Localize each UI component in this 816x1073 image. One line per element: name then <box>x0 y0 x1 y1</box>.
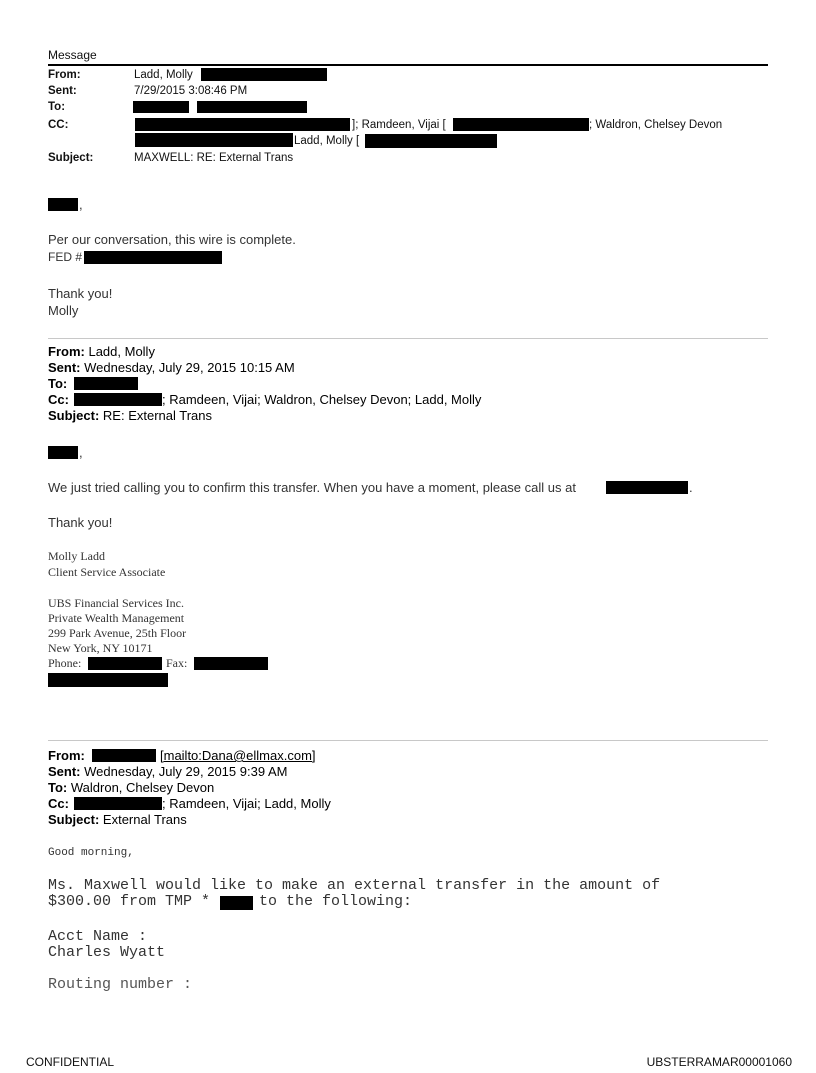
redaction <box>74 377 138 390</box>
wire-complete-text: Per our conversation, this wire is complete. <box>48 232 296 247</box>
cc-value-end: ; Waldron, Chelsey Devon <box>589 119 723 131</box>
msg3-sent-label: Sent: <box>48 764 81 779</box>
msg2-thanks: Thank you! <box>48 515 113 530</box>
sig-name: Molly Ladd <box>48 549 105 563</box>
message-divider <box>48 740 768 741</box>
msg2-from-label: From: <box>48 344 85 359</box>
redaction <box>48 446 78 459</box>
redaction <box>92 749 156 762</box>
msg3-subject-value: External Trans <box>102 812 187 827</box>
msg3-subject-line <box>48 812 187 828</box>
mailto-link[interactable]: [mailto:Dana@ellmax.com] <box>160 748 316 763</box>
from-value: Ladd, Molly <box>134 69 193 81</box>
footer-bates-number: UBSTERRAMAR00001060 <box>646 1055 792 1069</box>
message-title: Message <box>48 48 97 62</box>
redaction <box>133 101 189 113</box>
msg2-cc-value: ; Ramdeen, Vijai; Waldron, Chelsey Devon; Ladd, Molly <box>162 392 482 407</box>
msg2-subject-label: Subject: <box>48 408 100 423</box>
sender-name: Molly <box>48 303 79 318</box>
from-label: From: <box>48 69 81 81</box>
subject-label: Subject: <box>48 152 94 164</box>
msg2-to-line <box>48 376 67 392</box>
message-divider <box>48 338 768 339</box>
msg2-from-value: Ladd, Molly <box>88 344 155 359</box>
cc-value-line2: Ladd, Molly [ <box>294 135 360 147</box>
sig-company: UBS Financial Services Inc. <box>48 596 184 610</box>
msg2-sent-value: Wednesday, July 29, 2015 10:15 AM <box>84 360 295 375</box>
footer-confidential: CONFIDENTIAL <box>26 1055 115 1069</box>
redaction <box>220 896 253 910</box>
greeting-comma: , <box>79 197 83 212</box>
redaction <box>88 657 162 670</box>
sig-title: Client Service Associate <box>48 565 166 579</box>
sig-fax-label: Fax: <box>166 656 188 670</box>
msg3-to-value: Waldron, Chelsey Devon <box>70 780 215 795</box>
msg3-sent-line <box>48 764 287 780</box>
routing-number-label: Routing number : <box>48 976 193 993</box>
msg2-subject-value: RE: External Trans <box>102 408 213 423</box>
redaction <box>84 251 222 264</box>
msg2-body: We just tried calling you to confirm this transfer. When you have a moment, please call us at <box>48 480 576 495</box>
redaction <box>606 481 688 494</box>
redaction <box>201 68 327 81</box>
fed-label: FED # <box>48 250 83 264</box>
header-divider <box>48 64 768 66</box>
redaction <box>135 133 293 147</box>
to-label: To: <box>48 101 66 113</box>
redaction <box>74 393 162 406</box>
redaction <box>365 134 497 148</box>
sent-label: Sent: <box>48 85 77 97</box>
cc-label: CC: <box>48 119 69 131</box>
sig-dept: Private Wealth Management <box>48 611 185 625</box>
msg2-to-label: To: <box>48 376 68 391</box>
msg3-subject-label: Subject: <box>48 812 100 827</box>
msg3-cc-label: Cc: <box>48 796 69 811</box>
thanks-text: Thank you! <box>48 286 113 301</box>
subject-value: MAXWELL: RE: External Trans <box>134 152 294 164</box>
redaction <box>453 118 589 131</box>
msg3-body-line1: Ms. Maxwell would like to make an external transfer in the amount of <box>48 877 661 894</box>
msg3-to-line <box>48 780 214 796</box>
redaction <box>74 797 162 810</box>
sig-address2: New York, NY 10171 <box>48 641 153 655</box>
msg3-body-line2a: $300.00 from TMP * <box>48 893 211 910</box>
msg3-sent-value: Wednesday, July 29, 2015 9:39 AM <box>84 764 288 779</box>
msg2-cc-label: Cc: <box>48 392 69 407</box>
msg2-from-line <box>48 344 155 360</box>
sig-phone-label: Phone: <box>48 656 82 670</box>
msg3-cc-value: ; Ramdeen, Vijai; Ladd, Molly <box>162 796 331 811</box>
msg3-to-label: To: <box>48 780 68 795</box>
msg3-body-line2b: to the following: <box>259 893 413 910</box>
msg2-sent-line <box>48 360 295 376</box>
redaction <box>48 673 168 687</box>
msg3-greeting: Good morning, <box>48 847 134 859</box>
msg2-greeting-comma: , <box>79 445 83 460</box>
redaction <box>194 657 268 670</box>
redaction <box>48 198 78 211</box>
msg2-sent-label: Sent: <box>48 360 81 375</box>
redaction <box>135 118 350 131</box>
sent-value: 7/29/2015 3:08:46 PM <box>134 85 248 97</box>
redaction <box>197 101 307 113</box>
cc-value-mid: ]; Ramdeen, Vijai [ <box>352 119 446 131</box>
msg2-body-end: . <box>689 480 693 495</box>
msg2-subject-line <box>48 408 212 424</box>
acct-name-label: Acct Name : <box>48 928 148 945</box>
sig-address1: 299 Park Avenue, 25th Floor <box>48 626 187 640</box>
acct-name-value: Charles Wyatt <box>48 944 166 961</box>
msg3-from-label: From: <box>48 748 85 763</box>
